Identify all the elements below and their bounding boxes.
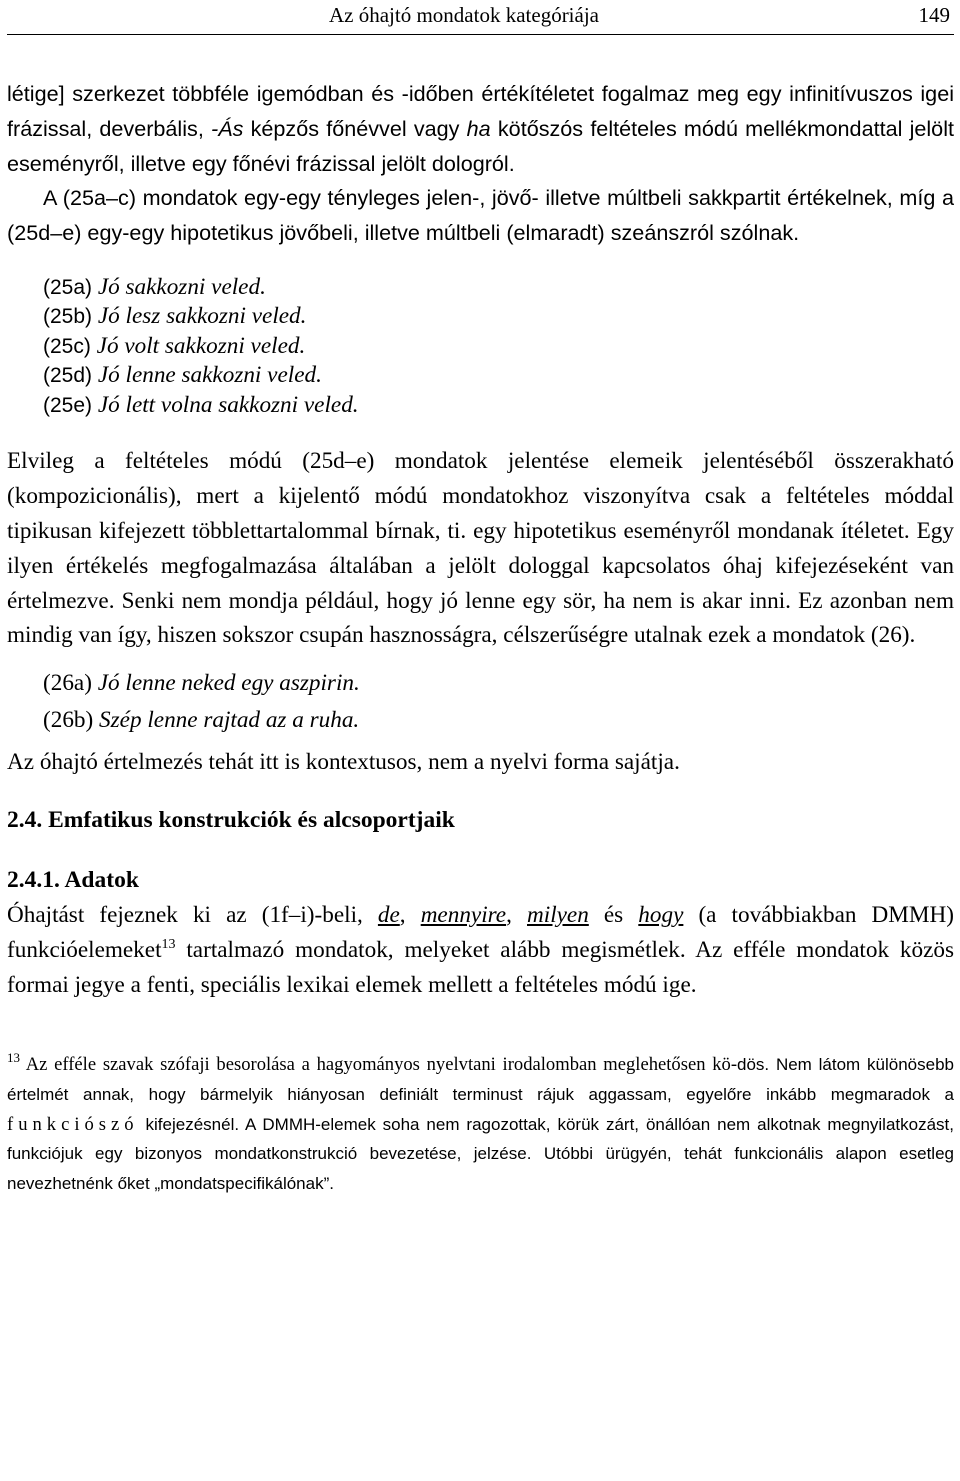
paragraph-2: A (25a–c) mondatok egy-egy tényleges jelen-, jövő- illetve múltbeli sakkpartit értékelnek, míg a (25d–e) egy-egy hipotetikus jövőbeli, illetve múltbeli (elmaradt) szeánszról szólnak. [7,185,954,246]
para1-line2c: kötőszós [490,115,584,141]
para1-line2b: képzős főnévvel vagy [243,115,467,141]
example-25e: (25e) Jó lett volna sakkozni veled. [43,391,359,418]
paragraph-4: Az óhajtó értelmezés tehát itt is kontextusos, nem a nyelvi forma sajátja. [7,749,680,776]
word-milyen: milyen [527,902,589,929]
page-number: 149 [918,3,950,27]
paragraph-5: Óhajtást fejeznek ki az (1f–i)-beli, de, mennyire, milyen és hogy (a továbbiakban DMMH) funkcióelemeket$^{13}$ tartalmazó mondatok, melyeket alább megismétlek. Az efféle mondatok közös formai jegye a fenti, speciális lexikai elemek mellett a feltételes módú ige. [7,902,954,998]
running-head: Az óhajtó mondatok kategóriája [329,3,599,27]
example-26b: (26b) Szép lenne rajtad az a ruha. [43,707,360,734]
examples-25 [43,273,954,421]
footnote-ref: 13 [161,936,176,952]
page-header [7,0,954,35]
para1-line4: jelölt dologról. [381,150,515,176]
footnote-mark: 13 [7,1050,20,1066]
footnote-13: $^{13}$ Az efféle szavak szófaji besorolása a hagyományos nyelvtani irodalomban meglehetősen kö-dös. Nem látom különösebb értelmét annak, hogy bármelyik hiányosan definiált terminust rájuk aggassam, egyelőre inkább megmaradok a funkciószó kifejezésnél. A DMMH-elemek soha nem ragozottak, körük zárt, önállóan nem alkotnak megnyilatkozást, funkciójuk egy bizonyos mondatkonstrukció bevezetése, jelzése. Utóbbi ürügyén, tehát funkcionális alapon esetleg nevezhetnénk őket „mondatspecifikálónak”. [7,1050,954,1193]
para1-ha: ha [466,115,491,141]
example-25b: (25b) Jó lesz sakkozni veled. [43,303,307,330]
example-25d: (25d) Jó lenne sakkozni veled. [43,362,322,389]
example-26a: (26a) Jó lenne neked egy aszpirin. [43,670,360,697]
word-hogy: hogy [638,902,684,929]
spaced-term: funkciószó [7,1113,139,1135]
para1-line1: létige] szerkezet többféle igemódban és -időben értékítéletet fogalmaz meg egy [7,81,782,106]
para1-line3: feltételes módú mellékmondattal jelölt eseményről, illetve egy főnévi frázissal [7,115,954,176]
para1-suffix: -Ás [211,115,244,141]
example-25c: (25c) Jó volt sakkozni veled. [43,332,306,359]
section-heading: 2.4. Emfatikus konstrukciók és alcsoportjaik [7,807,455,834]
word-de: de [377,902,400,929]
page [7,0,954,1198]
subsection-heading: 2.4.1. Adatok [7,867,139,894]
word-mennyire: mennyire [420,902,507,929]
example-25a: (25a) Jó sakkozni veled. [43,273,266,300]
examples-26 [43,665,954,739]
paragraph-3: Elvileg a feltételes módú (25d–e) mondatok jelentése elemeik jelentéséből összerakható (kompozicionális), mert a kijelentő módú mondatokhoz viszonyítva csak a feltételes móddal tipikusan kifejezett többlettartalommal bírnak, ti. egy hipotetikus eseményről mondanak ítéletet. Egy ilyen értékelés megfogalmazása általában a jelölt dologgal kapcsolatos óhaj kifejezéseként van értelmezve. Senki nem mondja például, hogy jó lenne egy sör, ha nem is akar inni. Ez azonban nem mindig van így, hiszen sokszor csupán hasznosságra, célszerűségre utalnak ezek a mondatok (26). [7,448,954,649]
paragraph-1 [7,77,954,181]
para1-line2a: infinitívuszos igei frázissal, deverbális, [7,81,954,141]
